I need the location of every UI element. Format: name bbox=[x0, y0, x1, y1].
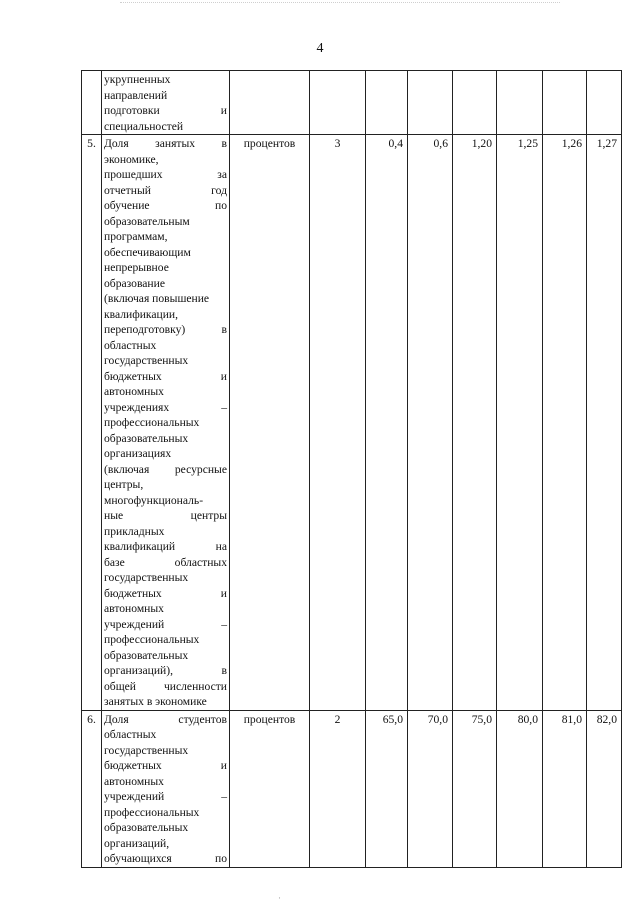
row-number bbox=[82, 71, 102, 135]
year-value-cell: 65,0 bbox=[366, 710, 408, 867]
description-line: программам, bbox=[104, 230, 168, 243]
description-line: (включая ресурсные bbox=[104, 462, 227, 476]
description-line: непрерывное bbox=[104, 261, 169, 274]
unit-cell bbox=[230, 71, 310, 135]
description-line: многофункциональ- bbox=[104, 493, 204, 507]
year-value-cell: 1,20 bbox=[453, 135, 497, 711]
indicators-table bbox=[81, 70, 622, 868]
table-row bbox=[82, 710, 622, 867]
description-line: Доля занятых в bbox=[104, 137, 227, 150]
description-line: областных bbox=[104, 338, 157, 352]
scan-header-artifact bbox=[120, 2, 560, 9]
description-line: базе областных bbox=[104, 555, 227, 569]
year-value-cell: 0,4 bbox=[366, 135, 408, 711]
description-line: автономных bbox=[104, 385, 164, 398]
year-value-cell bbox=[543, 71, 587, 135]
description-line: прикладных bbox=[104, 524, 165, 538]
unit-cell: процентов bbox=[230, 710, 310, 867]
description-line: автономных bbox=[104, 774, 164, 788]
description-line: подготовки и bbox=[104, 104, 227, 117]
description-line: областных bbox=[104, 728, 157, 741]
description-line: квалификаций на bbox=[104, 540, 227, 553]
description-line: бюджетных и bbox=[104, 369, 227, 383]
description-line: профессиональных bbox=[104, 416, 200, 429]
year-value-cell: 75,0 bbox=[453, 710, 497, 867]
description-line: бюджетных и bbox=[104, 759, 227, 772]
description-line: прошедших за bbox=[104, 168, 227, 181]
indicator-description bbox=[102, 71, 230, 135]
description-line: Доля студентов bbox=[104, 712, 227, 726]
description-line: (включая повышение bbox=[104, 292, 210, 305]
description-line: автономных bbox=[104, 602, 164, 615]
description-line: квалификации, bbox=[104, 307, 179, 321]
description-line: профессиональных bbox=[104, 633, 200, 646]
description-line: образовательных bbox=[104, 648, 189, 662]
year-value-cell: 1,27 bbox=[587, 135, 622, 711]
row-number: 6. bbox=[82, 710, 102, 867]
description-line: общей численности bbox=[104, 679, 227, 693]
unit-cell: процентов bbox=[230, 135, 310, 711]
table-row bbox=[82, 135, 622, 711]
description-line: отчетный год bbox=[104, 183, 227, 197]
description-line: направлений bbox=[104, 88, 168, 102]
description-line: государственных bbox=[104, 571, 189, 584]
base-value-cell bbox=[310, 71, 366, 135]
year-value-cell bbox=[453, 71, 497, 135]
year-value-cell bbox=[366, 71, 408, 135]
description-line: образовательных bbox=[104, 431, 189, 445]
indicator-description bbox=[102, 135, 230, 711]
table-row bbox=[82, 71, 622, 135]
description-line: организациях bbox=[104, 447, 172, 460]
description-line: обучающихся по bbox=[104, 852, 227, 865]
year-value-cell bbox=[587, 71, 622, 135]
description-line: экономике, bbox=[104, 152, 159, 166]
base-value-cell: 2 bbox=[310, 710, 366, 867]
description-line: образование bbox=[104, 276, 165, 290]
year-value-cell: 81,0 bbox=[543, 710, 587, 867]
description-line: профессиональных bbox=[104, 805, 200, 819]
description-line: государственных bbox=[104, 743, 189, 757]
year-value-cell: 80,0 bbox=[497, 710, 543, 867]
description-line: занятых в экономике bbox=[104, 695, 207, 708]
indicator-description bbox=[102, 710, 230, 867]
row-number: 5. bbox=[82, 135, 102, 711]
description-line: учреждений – bbox=[104, 617, 227, 631]
year-value-cell: 1,26 bbox=[543, 135, 587, 711]
scan-artifact-dot: · bbox=[278, 893, 281, 903]
year-value-cell: 70,0 bbox=[408, 710, 453, 867]
base-value-cell: 3 bbox=[310, 135, 366, 711]
description-line: обеспечивающим bbox=[104, 245, 191, 259]
description-line: организаций), в bbox=[104, 664, 227, 677]
description-line: центры, bbox=[104, 478, 144, 491]
year-value-cell: 82,0 bbox=[587, 710, 622, 867]
description-line: учреждениях – bbox=[104, 400, 227, 414]
description-line: организаций, bbox=[104, 836, 170, 850]
description-line: переподготовку) в bbox=[104, 323, 227, 336]
description-line: специальностей bbox=[104, 119, 184, 133]
description-line: укрупненных bbox=[104, 73, 171, 86]
year-value-cell bbox=[408, 71, 453, 135]
description-line: государственных bbox=[104, 354, 189, 367]
year-value-cell: 0,6 bbox=[408, 135, 453, 711]
description-line: бюджетных и bbox=[104, 586, 227, 600]
year-value-cell: 1,25 bbox=[497, 135, 543, 711]
description-line: образовательных bbox=[104, 821, 189, 834]
year-value-cell bbox=[497, 71, 543, 135]
description-line: обучение по bbox=[104, 199, 227, 212]
description-line: ные центры bbox=[104, 509, 227, 522]
page-number: 4 bbox=[316, 41, 324, 56]
description-line: учреждений – bbox=[104, 790, 227, 803]
description-line: образовательным bbox=[104, 214, 190, 228]
